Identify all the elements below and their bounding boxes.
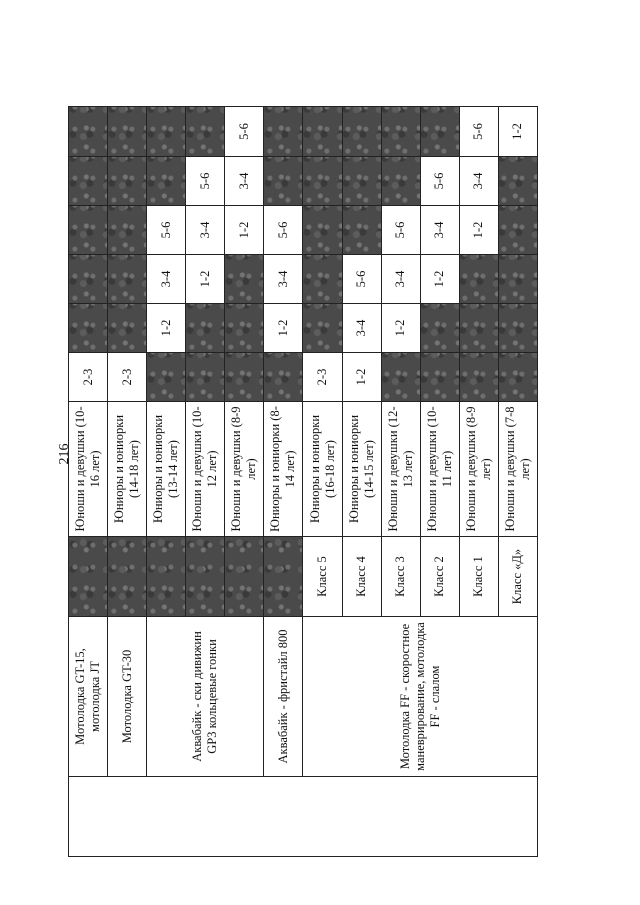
age-group-cell: Юниоры и юниорки (13-14 лет)	[147, 402, 186, 537]
class-cell	[147, 537, 186, 617]
year-cell	[420, 353, 459, 402]
year-cell	[342, 107, 381, 157]
year-cell	[69, 157, 108, 206]
age-group-cell: Юноши и девушки (8-9 лет)	[459, 402, 498, 537]
year-cell: 2-3	[108, 353, 147, 402]
year-cell	[420, 304, 459, 353]
year-cell: 5-6	[147, 206, 186, 255]
year-cell: 1-2	[264, 304, 303, 353]
year-cell	[69, 107, 108, 157]
year-cell	[264, 353, 303, 402]
class-cell: Класс 4	[342, 537, 381, 617]
year-cell	[225, 255, 264, 304]
year-cell: 5-6	[264, 206, 303, 255]
year-cell: 5-6	[459, 107, 498, 157]
class-cell: Класс 5	[303, 537, 342, 617]
year-cell: 3-4	[186, 206, 225, 255]
year-cell: 3-4	[381, 255, 420, 304]
age-group-cell: Юниоры и юниорки (14-15 лет)	[342, 402, 381, 537]
year-cell	[498, 255, 537, 304]
year-cell	[69, 304, 108, 353]
year-cell: 3-4	[264, 255, 303, 304]
sports-schedule-table	[68, 106, 538, 857]
year-cell	[108, 206, 147, 255]
table-body	[69, 107, 538, 857]
year-cell	[381, 157, 420, 206]
class-cell: Класс 3	[381, 537, 420, 617]
year-cell	[498, 304, 537, 353]
year-cell: 1-2	[420, 255, 459, 304]
year-cell	[147, 353, 186, 402]
discipline-cell: Мотолодка GT-30	[108, 617, 147, 777]
year-cell	[342, 157, 381, 206]
class-cell: Класс «Д»	[498, 537, 537, 617]
year-cell	[303, 206, 342, 255]
age-group-cell: Юноши и девушки (8-9 лет)	[225, 402, 264, 537]
year-cell	[459, 304, 498, 353]
year-cell	[108, 255, 147, 304]
year-cell: 3-4	[225, 157, 264, 206]
year-cell: 5-6	[381, 206, 420, 255]
year-cell	[498, 157, 537, 206]
year-cell	[498, 353, 537, 402]
year-cell	[186, 353, 225, 402]
year-cell: 2-3	[303, 353, 342, 402]
age-group-cell: Юноши и девушки (10-12 лет)	[186, 402, 225, 537]
year-cell: 1-2	[147, 304, 186, 353]
age-group-cell: Юноши и девушки (12-13 лет)	[381, 402, 420, 537]
age-group-cell: Юноши и девушки (10-16 лет)	[69, 402, 108, 537]
table-row	[264, 107, 303, 857]
blank-column-cell	[69, 777, 538, 857]
year-cell: 1-2	[459, 206, 498, 255]
year-cell: 1-2	[498, 107, 537, 157]
year-cell	[420, 107, 459, 157]
year-cell	[108, 157, 147, 206]
age-group-cell: Юниоры и юниорки (8-14 лет)	[264, 402, 303, 537]
year-cell	[342, 206, 381, 255]
year-cell: 3-4	[147, 255, 186, 304]
year-cell	[225, 353, 264, 402]
table-row	[108, 107, 147, 857]
year-cell: 3-4	[420, 206, 459, 255]
year-cell: 5-6	[342, 255, 381, 304]
year-cell	[69, 206, 108, 255]
year-cell	[147, 107, 186, 157]
class-cell	[69, 537, 108, 617]
discipline-cell: Мотолодка FF - скоростное маневрирование, мотолодка FF - слалом	[303, 617, 538, 777]
year-cell: 5-6	[225, 107, 264, 157]
year-cell	[303, 107, 342, 157]
year-cell: 1-2	[381, 304, 420, 353]
table-row	[69, 107, 108, 857]
class-cell	[108, 537, 147, 617]
year-cell: 1-2	[186, 255, 225, 304]
year-cell	[303, 304, 342, 353]
year-cell	[264, 157, 303, 206]
year-cell	[381, 353, 420, 402]
year-cell	[459, 255, 498, 304]
class-cell	[186, 537, 225, 617]
class-cell: Класс 1	[459, 537, 498, 617]
year-cell	[186, 304, 225, 353]
year-cell: 1-2	[225, 206, 264, 255]
year-cell: 5-6	[186, 157, 225, 206]
year-cell	[303, 157, 342, 206]
year-cell	[303, 255, 342, 304]
year-cell	[459, 353, 498, 402]
age-group-cell: Юноши и девушки (7-8 лет)	[498, 402, 537, 537]
year-cell	[108, 107, 147, 157]
year-cell	[498, 206, 537, 255]
year-cell	[381, 107, 420, 157]
age-group-cell: Юниоры и юниорки (16-18 лет)	[303, 402, 342, 537]
year-cell: 2-3	[69, 353, 108, 402]
year-cell: 3-4	[459, 157, 498, 206]
age-group-cell: Юноши и девушки (10-11 лет)	[420, 402, 459, 537]
class-cell: Класс 2	[420, 537, 459, 617]
year-cell: 5-6	[420, 157, 459, 206]
age-group-cell: Юниоры и юниорки (14-18 лет)	[108, 402, 147, 537]
year-cell	[225, 304, 264, 353]
year-cell	[186, 107, 225, 157]
year-cell	[108, 304, 147, 353]
year-cell	[147, 157, 186, 206]
discipline-cell: Аквабайк - фристайл 800	[264, 617, 303, 777]
year-cell: 3-4	[342, 304, 381, 353]
discipline-cell: Мотолодка GT-15, мотолодка JT	[69, 617, 108, 777]
year-cell	[264, 107, 303, 157]
rotated-table-container	[68, 107, 538, 857]
page-number: 216	[57, 443, 72, 465]
class-cell	[264, 537, 303, 617]
table-row	[147, 107, 186, 857]
discipline-cell: Аквабайк - ски дивижин GP3 кольцевые гонки	[147, 617, 264, 777]
year-cell: 1-2	[342, 353, 381, 402]
table-row	[303, 107, 342, 857]
year-cell	[69, 255, 108, 304]
class-cell	[225, 537, 264, 617]
